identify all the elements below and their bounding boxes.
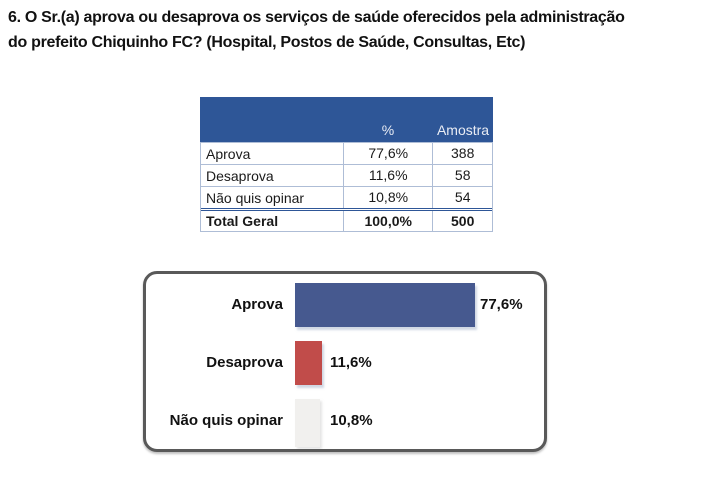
table-row (201, 142, 492, 164)
row-label: Desaprova (206, 167, 274, 184)
bar-aprova (295, 283, 475, 327)
value-label-desaprova: 11,6% (330, 354, 372, 371)
row-label: Não quis opinar (206, 189, 305, 206)
results-table (200, 97, 493, 232)
row-label: Aprova (206, 145, 251, 162)
value-label-nao-quis-opinar: 10,8% (330, 412, 373, 429)
table-row (201, 186, 492, 208)
category-label-desaprova: Desaprova (206, 354, 283, 371)
row-amostra: 58 (432, 165, 492, 186)
row-amostra: 388 (432, 143, 492, 164)
total-amostra: 500 (432, 211, 492, 231)
total-pct: 100,0% (343, 211, 432, 231)
category-label-nao-quis-opinar: Não quis opinar (169, 412, 283, 429)
bar-nao-quis-opinar (295, 399, 320, 447)
table-row (201, 164, 492, 186)
row-pct: 10,8% (343, 187, 432, 208)
question-title (8, 5, 714, 55)
bar-desaprova (295, 341, 322, 385)
total-label: Total Geral (206, 213, 279, 229)
row-pct: 77,6% (343, 143, 432, 164)
table-header-row (200, 97, 493, 142)
category-label-aprova: Aprova (231, 296, 283, 313)
table-header-amostra: Amostra (436, 122, 490, 138)
question-title-line1: 6. O Sr.(a) aprova ou desaprova os serviços de saúde oferecidos pela administração (8, 9, 625, 26)
table-header-pct: % (381, 122, 395, 138)
row-amostra: 54 (432, 187, 492, 208)
row-pct: 11,6% (343, 165, 432, 186)
bar-chart (143, 271, 547, 452)
value-label-aprova: 77,6% (480, 296, 523, 313)
question-title-line2: do prefeito Chiquinho FC? (Hospital, Postos de Saúde, Consultas, Etc) (8, 34, 526, 51)
table-total-row (201, 208, 492, 231)
